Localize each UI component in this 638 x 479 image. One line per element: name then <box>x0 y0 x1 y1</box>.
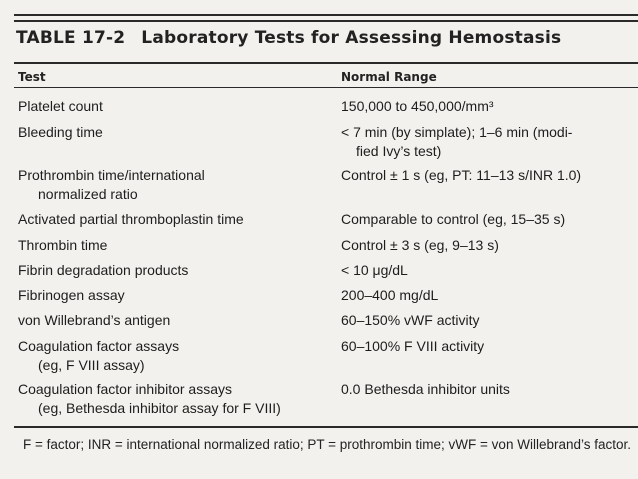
normal-range-value: Control ± 3 s (eg, 9–13 s) <box>341 237 499 253</box>
test-name: Bleeding time <box>18 124 103 140</box>
test-cell <box>18 166 338 204</box>
normal-range-value: 200–400 mg/dL <box>341 287 439 303</box>
column-header-normal-range: Normal Range <box>341 70 437 84</box>
test-name-continued: (eg, Bethesda inhibitor assay for F VIII) <box>38 400 281 416</box>
range-cell <box>341 337 631 356</box>
normal-range-value: 60–150% vWF activity <box>341 312 480 328</box>
range-cell <box>341 210 631 229</box>
test-name: von Willebrand’s antigen <box>18 312 171 328</box>
normal-range-value: 0.0 Bethesda inhibitor units <box>341 381 510 397</box>
test-name-continued: (eg, F VIII assay) <box>38 357 145 373</box>
test-cell <box>18 210 338 229</box>
test-name: Activated partial thromboplastin time <box>18 211 244 227</box>
test-name: Platelet count <box>18 98 103 114</box>
test-name: Fibrinogen assay <box>18 287 125 303</box>
test-cell <box>18 236 338 255</box>
test-name: Prothrombin time/international <box>18 167 205 183</box>
column-header-rule <box>14 87 638 88</box>
test-name: Coagulation factor assays <box>18 338 180 354</box>
footer-rule <box>14 426 638 428</box>
test-cell <box>18 261 338 280</box>
range-cell <box>341 311 631 330</box>
normal-range-continued: fied Ivy’s test) <box>356 143 442 159</box>
normal-range-value: 60–100% F VIII activity <box>341 338 485 354</box>
normal-range-value: 150,000 to 450,000/mm³ <box>341 98 494 114</box>
table-title-text: Laboratory Tests for Assessing Hemostasis <box>141 28 562 48</box>
column-header-test: Test <box>18 70 46 84</box>
test-cell <box>18 286 338 305</box>
range-cell <box>341 380 631 399</box>
table-number: TABLE 17-2 <box>16 28 126 48</box>
range-cell <box>341 236 631 255</box>
test-name-continued: normalized ratio <box>38 186 138 202</box>
normal-range-value: < 7 min (by simplate); 1–6 min (modi- <box>341 124 573 140</box>
range-cell <box>341 261 631 280</box>
test-cell <box>18 97 338 116</box>
top-rule <box>14 14 638 16</box>
test-cell <box>18 123 338 142</box>
normal-range-value: Control ± 1 s (eg, PT: 11–13 s/INR 1.0) <box>341 167 582 183</box>
test-cell <box>18 311 338 330</box>
test-name: Coagulation factor inhibitor assays <box>18 381 233 397</box>
test-cell <box>18 380 338 418</box>
normal-range-value: < 10 μg/dL <box>341 262 408 278</box>
test-name: Fibrin degradation products <box>18 262 189 278</box>
header-rule <box>14 62 638 64</box>
range-cell <box>341 166 631 185</box>
table-footnote: F = factor; INR = international normalized ratio; PT = prothrombin time; vWF = von Willebrand’s factor. <box>23 437 632 452</box>
range-cell <box>341 97 631 116</box>
table-title <box>16 28 561 48</box>
top-rule-inner <box>14 20 638 22</box>
test-name: Thrombin time <box>18 237 108 253</box>
range-cell <box>341 286 631 305</box>
range-cell <box>341 123 631 161</box>
test-cell <box>18 337 338 375</box>
normal-range-value: Comparable to control (eg, 15–35 s) <box>341 211 566 227</box>
